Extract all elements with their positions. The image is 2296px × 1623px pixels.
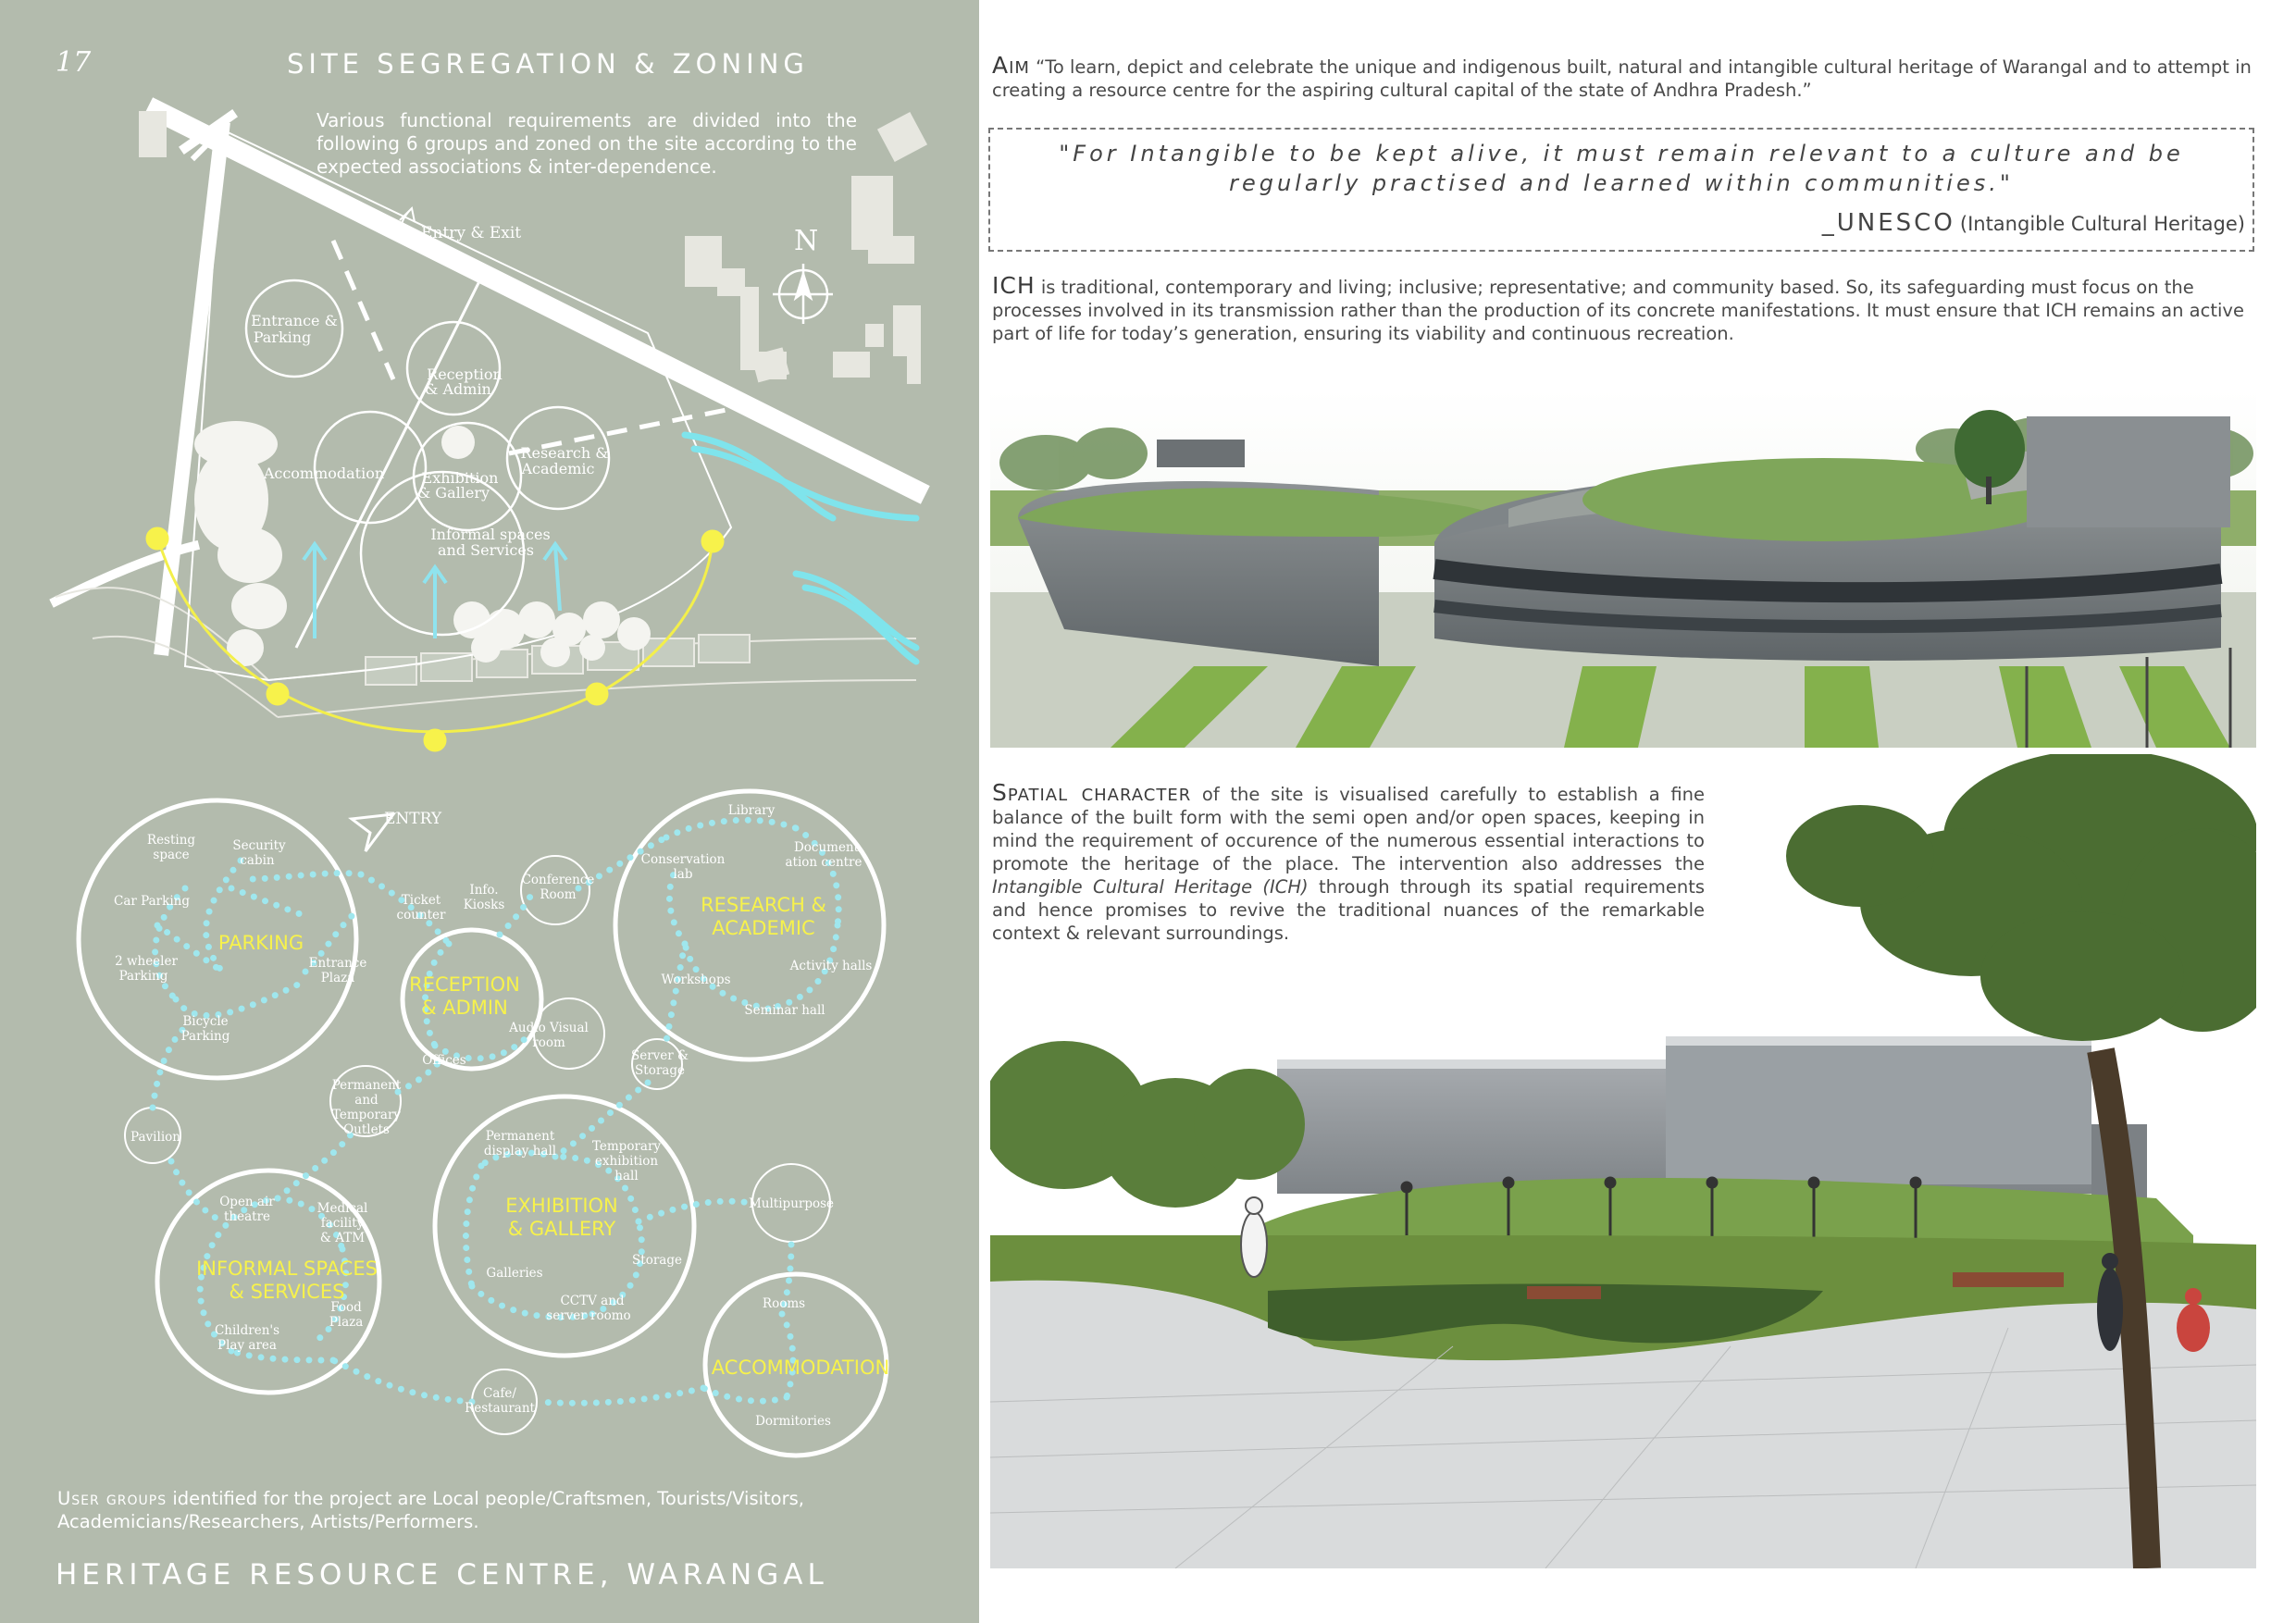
- space-conference-1: Conference: [521, 873, 595, 887]
- label-entry-exit: Entry & Exit: [421, 224, 522, 242]
- space-open-air-2: theatre: [223, 1209, 271, 1224]
- space-permanent-display-1: Permanent: [485, 1129, 555, 1144]
- space-security-1: Security: [232, 838, 286, 853]
- space-server-2: Storage: [635, 1063, 685, 1078]
- space-outlets-2: and: [354, 1093, 379, 1108]
- user-groups-lead: User groups: [57, 1488, 168, 1509]
- space-permanent-display-2: display hall: [483, 1144, 557, 1158]
- space-2wheeler-1: 2 wheeler: [115, 954, 178, 969]
- bubble-diagram: [0, 777, 979, 1481]
- intro-text: Various functional requirements are divided into the following 6 groups and zoned on the site according to the expected associations & inter-dependence.: [316, 109, 857, 178]
- space-document-1: Document: [793, 840, 860, 855]
- space-rooms: Rooms: [762, 1296, 806, 1311]
- space-entrance-plaza-1: Entrance: [308, 956, 367, 971]
- label-reception-1: Reception: [427, 365, 503, 383]
- user-groups-text: [57, 1487, 927, 1533]
- space-bicycle-2: Parking: [180, 1029, 230, 1044]
- zone-research-1: RESEARCH &: [701, 894, 826, 916]
- aim-lead: Aim: [992, 52, 1030, 79]
- label-entrance-parking-2: Parking: [253, 328, 312, 346]
- space-childrens-1: Children's: [214, 1323, 280, 1338]
- space-conference-2: Room: [540, 887, 577, 902]
- space-outlets-4: Outlets: [343, 1122, 390, 1137]
- label-north: N: [794, 225, 819, 257]
- space-offices: Offices: [422, 1053, 466, 1068]
- space-dormitories: Dormitories: [755, 1414, 831, 1429]
- unesco-quote-box: [988, 128, 2254, 252]
- label-accommodation: Accommodation: [263, 465, 385, 482]
- label-entry: ENTRY: [384, 810, 442, 828]
- label-research-1: Research &: [520, 444, 609, 462]
- space-car-parking: Car Parking: [114, 894, 190, 909]
- space-workshops: Workshops: [661, 973, 731, 987]
- page-number: 17: [56, 46, 92, 79]
- space-medical-1: Medical: [316, 1201, 368, 1216]
- space-cctv-2: server roomo: [546, 1308, 631, 1323]
- ich-lead: ICH: [992, 272, 1036, 299]
- ich-text: is traditional, contemporary and living; inclusive; representative; and community based. So, its safeguarding must focus on the processes involved in its transmission rather than the production of its concrete manifestations. It must ensure that ICH remains an active part of life for today’s generation, ensuring its viability and continuous recreation.: [992, 277, 2244, 344]
- left-panel: [0, 0, 979, 1623]
- space-storage: Storage: [632, 1253, 682, 1268]
- space-outlets-3: Temporary: [331, 1108, 402, 1122]
- space-food-2: Plaza: [329, 1315, 364, 1330]
- spatial-character-paragraph: [992, 781, 1705, 945]
- space-cctv-1: CCTV and: [560, 1294, 625, 1308]
- space-2wheeler-2: Parking: [118, 969, 168, 984]
- space-cafe-1: Cafe/: [483, 1386, 516, 1401]
- north-arrow-icon: [773, 264, 833, 324]
- label-entrance-parking-1: Entrance &: [251, 312, 338, 329]
- ich-paragraph: [992, 274, 2258, 345]
- space-cafe-2: Restaurant: [465, 1401, 535, 1416]
- spatial-lead: Spatial character: [992, 779, 1192, 806]
- right-panel: [979, 0, 2296, 1623]
- panel-title: SITE SEGREGATION & ZONING: [287, 48, 809, 80]
- label-informal-1: Informal spaces: [430, 526, 551, 543]
- zone-exhibition-1: EXHIBITION: [505, 1195, 618, 1217]
- quote-org: _UNESCO: [1821, 209, 1955, 237]
- quote-text: "For Intangible to be kept alive, it must remain relevant to a culture and be regularly practised and learned within communities.": [1059, 141, 2184, 196]
- aerial-rendering-image: [990, 389, 2256, 748]
- label-reception-2: & Admin: [425, 380, 491, 398]
- spatial-text-a: of the site is visualised carefully to establish a fine balance of the built form with the semi open and/or open spaces, keeping in mind the requirement of occurence of the numerous essential interactions to promote the heritage of the place. The intervention also addresses the: [992, 784, 1706, 874]
- zone-informal-1: INFORMAL SPACES: [196, 1258, 378, 1280]
- space-conservation-1: Conservation: [640, 852, 726, 867]
- label-research-2: Academic: [521, 460, 595, 477]
- label-exhibition-1: Exhibition: [421, 469, 499, 487]
- project-name: HERITAGE RESOURCE CENTRE, WARANGAL: [56, 1558, 828, 1592]
- space-galleries: Galleries: [486, 1266, 543, 1281]
- spatial-text-italic: Intangible Cultural Heritage (ICH): [992, 876, 1309, 898]
- space-activity-halls: Activity halls: [789, 959, 873, 973]
- space-server-1: Server &: [630, 1048, 689, 1063]
- user-groups-body: identified for the project are Local people/Craftsmen, Tourists/Visitors, Academicians/Researchers, Artists/Performers.: [57, 1488, 804, 1532]
- aim-paragraph: [992, 54, 2258, 102]
- zone-reception-2: & ADMIN: [421, 997, 508, 1019]
- space-entrance-plaza-2: Plaza: [320, 971, 355, 985]
- space-temporary-1: Temporary: [591, 1139, 662, 1154]
- aim-text: “To learn, depict and celebrate the unique and indigenous built, natural and intangible cultural heritage of Warangal and to attempt in creating a resource centre for the aspiring cultural capital of the state of Andhra Pradesh.”: [992, 56, 2252, 101]
- space-medical-2: facility: [320, 1216, 365, 1231]
- zone-research-2: ACADEMIC: [712, 917, 815, 939]
- space-food-1: Food: [330, 1300, 362, 1315]
- space-library: Library: [727, 803, 776, 818]
- space-ticket-2: counter: [396, 908, 446, 923]
- space-temporary-3: hall: [614, 1169, 639, 1183]
- space-outlets-1: Permanent: [331, 1078, 402, 1093]
- space-pavilion: Pavilion: [130, 1130, 180, 1145]
- dashed-access-lines: [333, 241, 740, 453]
- zone-accommodation: ACCOMMODATION: [711, 1357, 890, 1379]
- space-resting-2: space: [153, 848, 190, 862]
- space-conservation-2: lab: [673, 867, 693, 882]
- space-ticket-1: Ticket: [401, 893, 441, 908]
- axis-line: [296, 278, 481, 648]
- space-multipurpose: Multipurpose: [748, 1196, 835, 1211]
- space-document-2: ation centre: [785, 855, 863, 870]
- space-bicycle-1: Bicycle: [182, 1014, 229, 1029]
- space-info-1: Info.: [469, 883, 499, 898]
- quote-attribution: [1822, 209, 2245, 237]
- space-audio-visual-2: room: [532, 1035, 565, 1050]
- space-seminar-hall: Seminar hall: [744, 1003, 825, 1018]
- space-temporary-2: exhibition: [594, 1154, 659, 1169]
- space-open-air-1: Open air: [219, 1195, 275, 1209]
- quote-source: (Intangible Cultural Heritage): [1959, 213, 2245, 235]
- space-medical-3: & ATM: [319, 1231, 366, 1245]
- zone-informal-2: & SERVICES: [229, 1281, 345, 1303]
- label-exhibition-2: & Gallery: [416, 484, 490, 502]
- label-informal-2: and Services: [437, 541, 535, 559]
- zone-exhibition-2: & GALLERY: [507, 1218, 616, 1240]
- space-audio-visual-1: Audio Visual: [509, 1021, 589, 1035]
- spatial-text-b: through through its spatial requirements and hence promises to revive the traditional nuances of the remarkable context & relevant surroundings.: [992, 876, 1706, 944]
- zone-reception-1: RECEPTION: [409, 973, 520, 996]
- space-security-2: cabin: [240, 853, 275, 868]
- zone-parking: PARKING: [217, 932, 304, 954]
- space-info-2: Kiosks: [463, 898, 505, 912]
- space-childrens-2: Play area: [217, 1338, 277, 1353]
- space-resting-1: Resting: [146, 833, 196, 848]
